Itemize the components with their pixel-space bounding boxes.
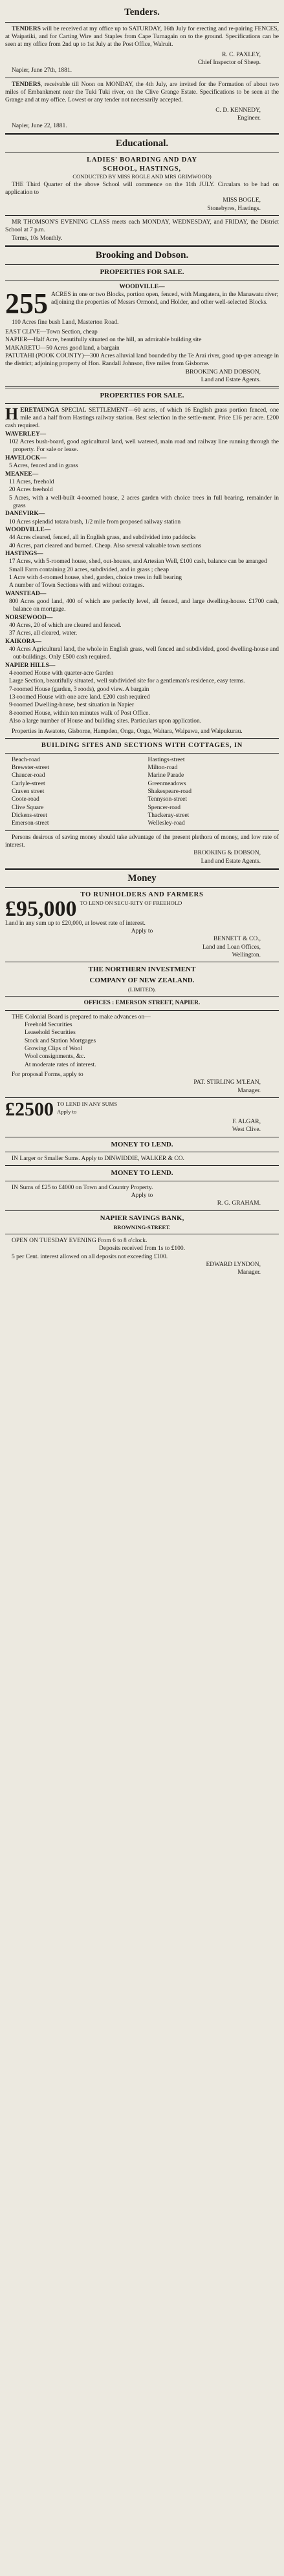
site-street: Milton-road bbox=[147, 764, 178, 771]
company-name: COMPANY OF NEW ZEALAND. bbox=[89, 976, 195, 984]
divider bbox=[5, 1210, 279, 1211]
tenders-heading: Tenders. bbox=[124, 7, 160, 17]
divider bbox=[5, 868, 279, 870]
listing: 40 Acres, part cleared and burned. Cheap. Also several valuable town sections bbox=[9, 542, 202, 549]
bank-heading: NAPIER SAVINGS BANK, bbox=[100, 1214, 184, 1222]
listing: 37 Acres, all cleared, water. bbox=[9, 630, 78, 637]
advance-type: Stock and Station Mortgages bbox=[25, 1037, 96, 1044]
divider bbox=[5, 245, 279, 247]
colonial-board-notice: THE Colonial Board is prepared to make advances on— bbox=[12, 1013, 151, 1020]
loan-sig: West Clive. bbox=[232, 1126, 261, 1134]
apply-to: Apply to bbox=[131, 928, 153, 935]
bank-sig: EDWARD LYNDON, bbox=[206, 1262, 261, 1269]
listing: 13-roomed House with one acre land. £200 cash required bbox=[9, 694, 150, 701]
advance-type: Freehold Securities bbox=[25, 1021, 72, 1028]
location-label: DANEVIRK— bbox=[5, 511, 45, 518]
proposal-text: For proposal Forms, apply to bbox=[12, 1071, 83, 1078]
listing: 20 Acres freehold bbox=[9, 487, 53, 494]
tender-body: , receivable till Noon on MONDAY, the 4th July, are invited for the Formation of about two miles of Embankment near the Tuki Tuki river, on the Clive Grange Estate. Specifications to be seen at the Grange and at my office. Lowest or any tender not necessarily accepted. bbox=[5, 81, 279, 104]
makaretu: MAKARETU—50 Acres good land, a bargain bbox=[5, 344, 120, 352]
listing: 9-roomed Dwelling-house, best situation in Napier bbox=[9, 702, 135, 709]
tender-sig-name: R. C. PAXLEY, bbox=[222, 51, 261, 58]
listing: Also a large number of House and building sites. Particulars upon application. bbox=[9, 718, 202, 725]
listing: 10 Acres splendid totara bush, 1/2 mile from proposed railway station bbox=[9, 518, 181, 525]
school-sig-name: MISS BOGLE, bbox=[223, 197, 261, 204]
firm-sig-title: Land and Estate Agents. bbox=[201, 858, 261, 865]
divider bbox=[5, 264, 279, 265]
sites-heading: BUILDING SITES AND SECTIONS WITH COTTAGES, IN bbox=[41, 741, 243, 749]
school-title: LADIES' BOARDING AND DAY bbox=[87, 156, 197, 164]
runholders-block bbox=[5, 900, 279, 920]
site-street: Coote-road bbox=[12, 796, 39, 803]
tender-lead: TENDERS bbox=[12, 25, 41, 32]
divider bbox=[5, 386, 279, 388]
listing: 40 Acres Agricultural land, the whole in English grass, well fenced and subdivided, good dwelling-house and out-buildings. Only £500 cash required. bbox=[9, 646, 279, 661]
site-street: Thackeray-street bbox=[147, 812, 190, 819]
location-label: HASTINGS— bbox=[5, 550, 43, 557]
location-label: WAVERLEY— bbox=[5, 430, 47, 438]
advance-type: At moderate rates of interest. bbox=[25, 1061, 96, 1068]
bank-street: BROWNING-STREET. bbox=[113, 1223, 171, 1230]
site-street: Emerson-street bbox=[12, 820, 49, 827]
listing: 1 Acre with 4-roomed house, shed, garden, choice trees in full bearing bbox=[9, 574, 182, 581]
money-to-lend-body: IN Larger or Smaller Sums. Apply to DINWIDDIE, WALKER & CO. bbox=[12, 1155, 184, 1162]
advance-types-list bbox=[5, 1021, 279, 1069]
heretaunga-lead: ERETAUNGA bbox=[20, 406, 60, 414]
site-street: Beach-road bbox=[12, 756, 40, 763]
site-street: Shakespeare-road bbox=[147, 788, 192, 795]
woodville-block bbox=[5, 291, 279, 317]
money-to-lend-heading: MONEY TO LEND. bbox=[111, 1169, 173, 1177]
divider bbox=[5, 887, 279, 888]
bank-sig: Manager. bbox=[237, 1269, 261, 1276]
listing: 4-roomed House with quarter-acre Garden bbox=[9, 670, 114, 677]
company-offices: OFFICES : EMERSON STREET, NAPIER. bbox=[83, 1000, 201, 1007]
loan-sig: BENNETT & CO., bbox=[213, 936, 261, 943]
company-sig: PAT. STIRLING M'LEAN, bbox=[193, 1079, 261, 1086]
evening-class-notice: MR THOMSON'S EVENING CLASS meets each MONDAY, WEDNESDAY, and FRIDAY, the District School at 7 p.m. bbox=[5, 218, 279, 234]
properties-heading: PROPERTIES FOR SALE. bbox=[100, 392, 184, 400]
listing: 102 Acres bush-board, good agricultural land, well watered, main road and railway line running through the property. For sale or lease. bbox=[9, 439, 279, 454]
location-label: NAPIER HILLS— bbox=[5, 662, 56, 669]
loan-amount-text: TO LEND IN ANY SUMS bbox=[57, 1100, 118, 1107]
tender-date: Napier, June 22, 1881. bbox=[12, 123, 67, 130]
tender-sig-title: Chief Inspector of Sheep. bbox=[197, 59, 261, 66]
money-heading: Money bbox=[127, 872, 157, 883]
drop-cap: H bbox=[5, 406, 19, 423]
listing: Large Section, beautifully situated, well subdivided site for a gentleman's residence, easy terms. bbox=[9, 678, 245, 685]
site-street: Hastings-street bbox=[147, 756, 185, 763]
school-title: SCHOOL, HASTINGS, bbox=[103, 165, 181, 173]
location-label: KAIKORA— bbox=[5, 638, 41, 645]
listing: 7-roomed House (garden, 3 roods), good view. A bargain bbox=[9, 686, 149, 693]
site-street: Marine Parade bbox=[147, 772, 184, 779]
listing: Small Farm containing 20 acres, subdivided, and in grass ; cheap bbox=[9, 566, 169, 573]
divider bbox=[5, 215, 279, 216]
bank-deposits: Deposits received from 1s to £100. bbox=[99, 1245, 185, 1252]
site-street: Tennyson-street bbox=[147, 796, 188, 803]
woodville-title: WOODVILLE— bbox=[119, 283, 165, 290]
woodville-description: ACRES in one or two Blocks, portion open, fenced, with Mangatera, in the Manawatu river; adjoining the properties of Messrs Ormond, and Holder, and other well-selected Blocks. bbox=[51, 291, 279, 306]
site-street: Spencer-road bbox=[147, 804, 180, 811]
properties-heading: PROPERTIES FOR SALE. bbox=[100, 268, 184, 277]
runholders-heading: TO RUNHOLDERS AND FARMERS bbox=[80, 891, 204, 899]
firm-sig: BROOKING & DOBSON, bbox=[193, 850, 261, 857]
tender-sig-title: Engineer. bbox=[237, 114, 261, 121]
site-street: Wellesley-road bbox=[147, 820, 185, 827]
properties-note: Properties in Awatoto, Gisborne, Hampden, Onga, Onga, Waitara, Waipawa, and Waipukurau. bbox=[12, 728, 243, 735]
money-to-lend-body: IN Sums of £25 to £4000 on Town and Country Property. bbox=[12, 1184, 153, 1191]
location-label: HAVELOCK— bbox=[5, 454, 47, 461]
tender-date: Napier, June 27th, 1881. bbox=[12, 67, 72, 74]
tender-fencing bbox=[5, 25, 279, 49]
site-street: Dickens-street bbox=[12, 812, 47, 819]
loan-amount-text: TO LEND ON SECU-RITY OF FREEHOLD bbox=[80, 900, 182, 907]
location-label: WOODVILLE— bbox=[5, 526, 51, 533]
tender-sig-name: C. D. KENNEDY, bbox=[215, 107, 261, 114]
advance-type: Leasehold Securities bbox=[25, 1029, 76, 1037]
divider bbox=[5, 133, 279, 135]
tender-lead: TENDERS bbox=[12, 81, 41, 88]
divider bbox=[5, 738, 279, 739]
acreage-number: 255 bbox=[5, 291, 48, 317]
divider bbox=[5, 996, 279, 997]
divider bbox=[5, 830, 279, 831]
site-street: Craven street bbox=[12, 788, 45, 795]
patutahi: PATUTAHI (POOK COUNTY)—300 Acres alluvial land bounded by the Te Arai river, good up-per acreage in the district; adjoining property of Hon. Randall Johnson, five miles from Gisborne. bbox=[5, 353, 279, 368]
heretaunga-body: SPECIAL SETTLEMENT—60 acres, of which 16 English grass portion fenced, one mile and a half from Hastings railway station. Best selection in the settle-ment. Price £16 per acre. £200 cash required. bbox=[5, 406, 279, 430]
site-street: Greenmeadows bbox=[147, 780, 186, 787]
listing: 40 Acres, 20 of which are cleared and fenced. bbox=[9, 622, 122, 629]
listing: 8-roomed House, within ten minutes walk of Post Office. bbox=[9, 710, 150, 717]
divider bbox=[5, 1097, 279, 1098]
loan-amount: £95,000 bbox=[5, 900, 77, 920]
loan-sig: R. G. GRAHAM. bbox=[217, 1200, 261, 1207]
loan-sig: Land and Loan Offices, bbox=[202, 944, 261, 951]
listing: 5 Acres, fenced and in grass bbox=[9, 463, 78, 470]
divider bbox=[5, 22, 279, 23]
school-notice: THE Third Quarter of the above School will commence on the 11th JULY. Circulars to be had on application to bbox=[5, 181, 279, 196]
money-to-lend-heading: MONEY TO LEND. bbox=[111, 1140, 173, 1148]
algar-block bbox=[5, 1101, 279, 1118]
bush-land: 110 Acres fine bush Land, Masterton Road. bbox=[12, 319, 119, 326]
site-street: Brewster-street bbox=[12, 764, 49, 771]
site-street: Carlyle-street bbox=[12, 780, 45, 787]
divider bbox=[5, 1010, 279, 1011]
listing: 800 Acres good land, 400 of which are perfectly level, all fenced, and large dwelling-house. £1700 cash, balance on mortgage. bbox=[9, 598, 279, 613]
location-label: NORSEWOOD— bbox=[5, 614, 53, 621]
loan-sig: F. ALGAR, bbox=[232, 1118, 261, 1125]
tender-embankment bbox=[5, 81, 279, 105]
listing: 5 Acres, with a well-built 4-roomed house, 2 acres garden with choice trees in full bearing, remainder in grass bbox=[9, 494, 279, 509]
divider bbox=[5, 1165, 279, 1166]
company-name: THE NORTHERN INVESTMENT bbox=[88, 966, 196, 974]
firm-sig: BROOKING AND DOBSON, bbox=[185, 368, 261, 375]
bank-interest: 5 per Cent. interest allowed on all deposits not exceeding £100. bbox=[12, 1253, 168, 1260]
listing: 11 Acres, freehold bbox=[9, 478, 54, 485]
site-street: Chaucer-road bbox=[12, 772, 45, 779]
sites-note: Persons desirous of saving money should take advantage of the present plethora of money, and low rate of interest. bbox=[5, 834, 279, 849]
loan-amount: £2500 bbox=[5, 1100, 54, 1118]
heretaunga-block bbox=[5, 406, 279, 430]
runholders-body: Land in any sum up to £20,000, at lowest rate of interest. bbox=[5, 920, 146, 927]
loan-sig: Wellington. bbox=[232, 952, 261, 959]
firm-heading: Brooking and Dobson. bbox=[95, 249, 189, 260]
apply-to: Apply to bbox=[57, 1108, 77, 1115]
location-label: MEANEE— bbox=[5, 470, 39, 478]
apply-to: Apply to bbox=[131, 1192, 153, 1199]
advance-type: Wool consignments, &c. bbox=[25, 1053, 85, 1061]
east-clive: EAST CLIVE—Town Section, cheap bbox=[5, 329, 98, 336]
tender-body: will be received at my office up to SATURDAY, 16th July for erecting and re-pairing FENCES, at Waipatiki, and for Carting Wire and Staples from Cape Turnagain on to the ground. Specifications can be seen at my office from 2nd up to 1st July at the Post Office, Walruit. bbox=[5, 25, 279, 48]
company-limited: (LIMITED). bbox=[127, 986, 157, 993]
educational-heading: Educational. bbox=[115, 138, 169, 149]
listing: 17 Acres, with 5-roomed house, shed, out-houses, and Artesian Well, £100 cash, balance can be arranged bbox=[9, 558, 267, 565]
bank-hours: OPEN ON TUESDAY EVENING From 6 to 8 o'clock. bbox=[12, 1238, 147, 1245]
firm-sig-title: Land and Estate Agents. bbox=[201, 377, 261, 384]
divider bbox=[5, 403, 279, 404]
napier-half-acre: NAPIER—Half Acre, beautifully situated on the hill, an admirable building site bbox=[5, 337, 202, 344]
location-label: WANSTEAD— bbox=[5, 590, 47, 597]
site-street: Clive Square bbox=[12, 804, 44, 811]
listing: 44 Acres cleared, fenced, all in English grass, and subdivided into paddocks bbox=[9, 534, 196, 542]
advance-type: Growing Clips of Wool bbox=[25, 1045, 83, 1052]
listing: A number of Town Sections with and without cottages. bbox=[9, 582, 144, 589]
divider bbox=[5, 753, 279, 754]
school-sig-place: Stonebyres, Hastings. bbox=[207, 205, 261, 212]
sites-list bbox=[5, 756, 279, 828]
school-conductors: CONDUCTED BY MISS ROGLE AND MRS GRIMWOOD) bbox=[72, 173, 212, 180]
evening-class-terms: Terms, 10s Monthly. bbox=[12, 235, 63, 242]
company-sig: Manager. bbox=[237, 1087, 261, 1094]
